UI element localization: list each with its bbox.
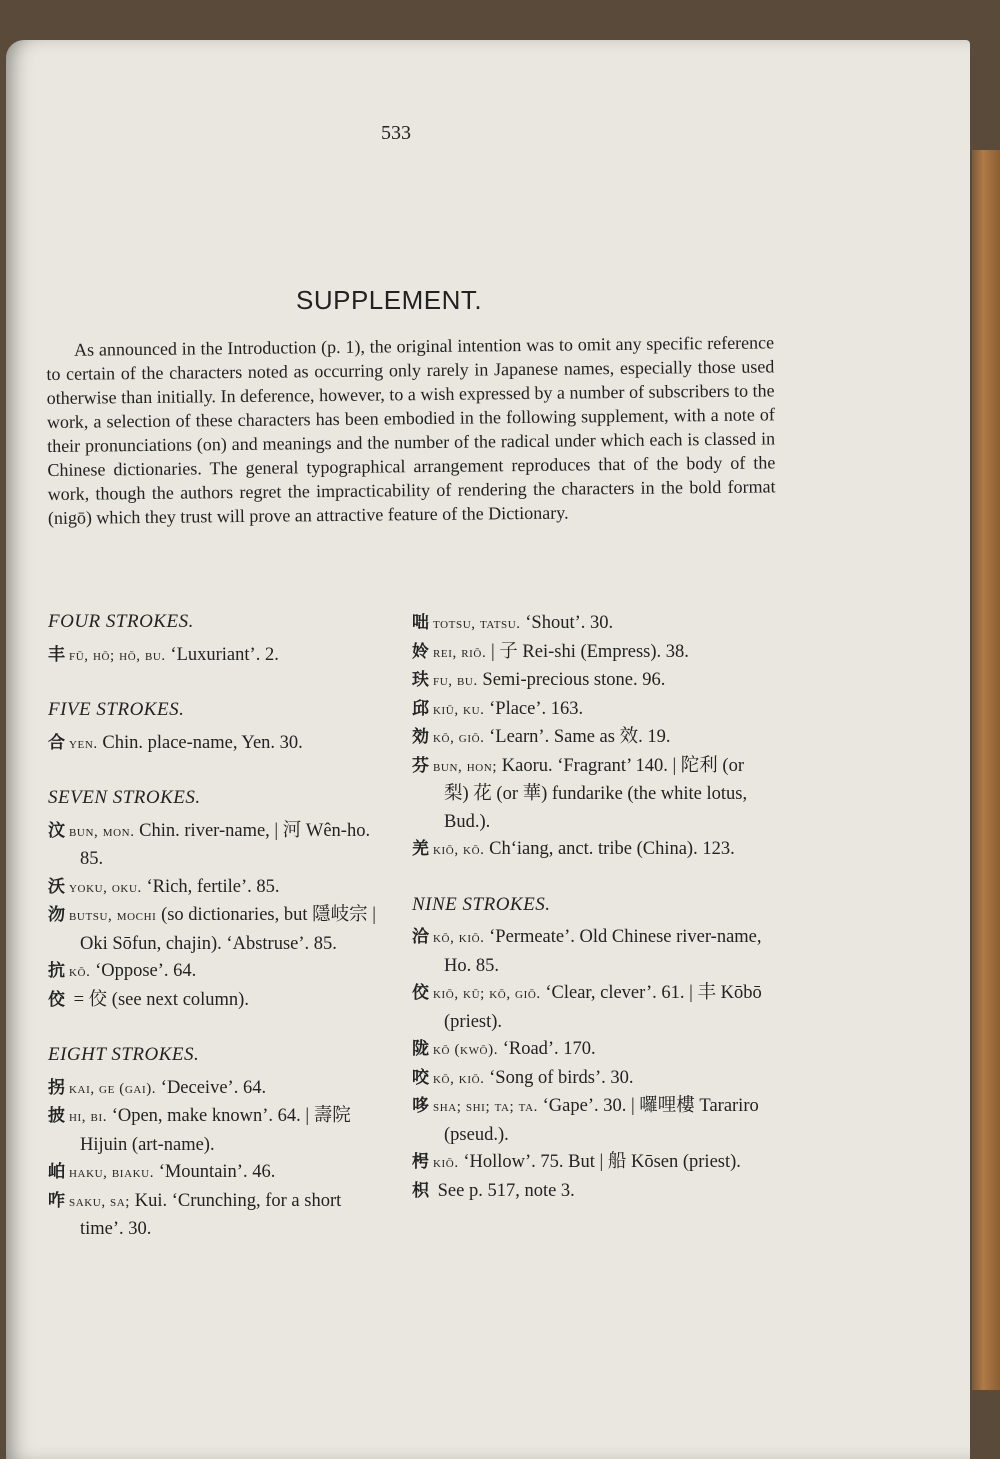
dictionary-entry: 丰 fū, hō; hō, bu. ‘Luxuriant’. 2. <box>48 644 279 665</box>
right-column <box>412 610 772 1206</box>
dictionary-entry: 洽 kō, kiō. ‘Permeate’. Old Chinese river-name, Ho. 85. <box>412 927 762 976</box>
dictionary-entry: 邱 kiū, ku. ‘Place’. 163. <box>412 698 584 719</box>
dictionary-entry: 陇 kō (kwō). ‘Road’. 170. <box>412 1039 596 1059</box>
section-heading-seven-strokes: SEVEN STROKES. <box>48 787 201 808</box>
dictionary-entry: 枵 kiō. ‘Hollow’. 75. But | 船 Kōsen (priest). <box>412 1152 741 1172</box>
intro-paragraph <box>46 330 776 530</box>
dictionary-entry: 羌 kiō, kō. Ch‘iang, anct. tribe (China). 123. <box>412 839 735 859</box>
dictionary-entry: 岶 haku, biaku. ‘Mountain’. 46. <box>48 1162 276 1182</box>
dictionary-entry: 拐 kai, ge (gai). ‘Deceive’. 64. <box>48 1077 267 1098</box>
dictionary-entry: 披 hi, bi. ‘Open, make known’. 64. | 壽院 Hijuin (art-name). <box>48 1106 351 1155</box>
dictionary-entry: 佼 = 佼 (see next column). <box>48 989 249 1010</box>
section-heading-four-strokes: FOUR STROKES. <box>48 611 194 632</box>
book-edge <box>972 150 1000 1390</box>
dictionary-entry: 姈 rei, riō. | 子 Rei-shi (Empress). 38. <box>412 641 689 662</box>
dictionary-entry: 枳 See p. 517, note 3. <box>412 1180 575 1201</box>
dictionary-entry: 沃 yoku, oku. ‘Rich, fertile’. 85. <box>48 876 280 897</box>
dictionary-entry: 芬 bun, hon; Kaoru. ‘Fragrant’ 140. | 陀利 (or 梨) 花 (or 華) fundarike (the white lotus, Bud.). <box>412 755 748 832</box>
dictionary-entry: 咬 kō, kiō. ‘Song of birds’. 30. <box>412 1067 634 1088</box>
dictionary-entry: 抗 kō. ‘Oppose’. 64. <box>48 961 197 981</box>
dictionary-entry: 合 yen. Chin. place-name, Yen. 30. <box>48 732 303 753</box>
section-heading-eight-strokes: EIGHT STROKES. <box>48 1044 200 1065</box>
dictionary-entry: 咄 totsu, tatsu. ‘Shout’. 30. <box>412 613 614 633</box>
intro-text: As announced in the Introduction (p. 1), the original intention was to omit any specific reference to certain of the characters noted as occurring only rarely in Japanese names, especially those used otherwise than initially. In deference, however, to a wish expressed by a number of subscribers to the work, a selection of these characters has been embodied in the following supplement, with a note of their pronunciations (on) and meanings and the number of the radical under which each is classed in Chinese dictionaries. The general typographical arrangement reproduces that of the body of the work, though the authors regret the impracticability of rendering the characters in the bold format (nigō) which they trust will prove an attractive feature of the Dictionary. <box>46 332 776 528</box>
page-number: 533 <box>381 122 411 144</box>
section-heading-five-strokes: FIVE STROKES. <box>48 699 185 720</box>
dictionary-entry: 玞 fu, bu. Semi-precious stone. 96. <box>412 670 666 690</box>
dictionary-entry: 沕 butsu, mochi (so dictionaries, but 隱岐宗 | Oki Sōfun, chajin). ‘Abstruse’. 85. <box>48 905 376 954</box>
section-heading-nine-strokes: NINE STROKES. <box>412 893 551 915</box>
page-title: SUPPLEMENT. <box>296 285 483 315</box>
left-column <box>48 608 388 1244</box>
dictionary-entry: 咋 saku, sa; Kui. ‘Crunching, for a short time’. 30. <box>48 1190 342 1239</box>
dictionary-entry: 汶 bun, mon. Chin. river-name, | 河 Wên-ho. 85. <box>48 820 371 869</box>
dictionary-entry: 効 kō, giō. ‘Learn’. Same as 效. 19. <box>412 727 671 747</box>
dictionary-entry: 哆 sha; shi; ta; ta. ‘Gape’. 30. | 囉哩樓 Tarariro (pseud.). <box>412 1096 759 1145</box>
book-page <box>6 40 970 1459</box>
dictionary-entry: 佼 kiō, kū; kō, giō. ‘Clear, clever’. 61. | 丰 Kōbō (priest). <box>412 983 762 1032</box>
